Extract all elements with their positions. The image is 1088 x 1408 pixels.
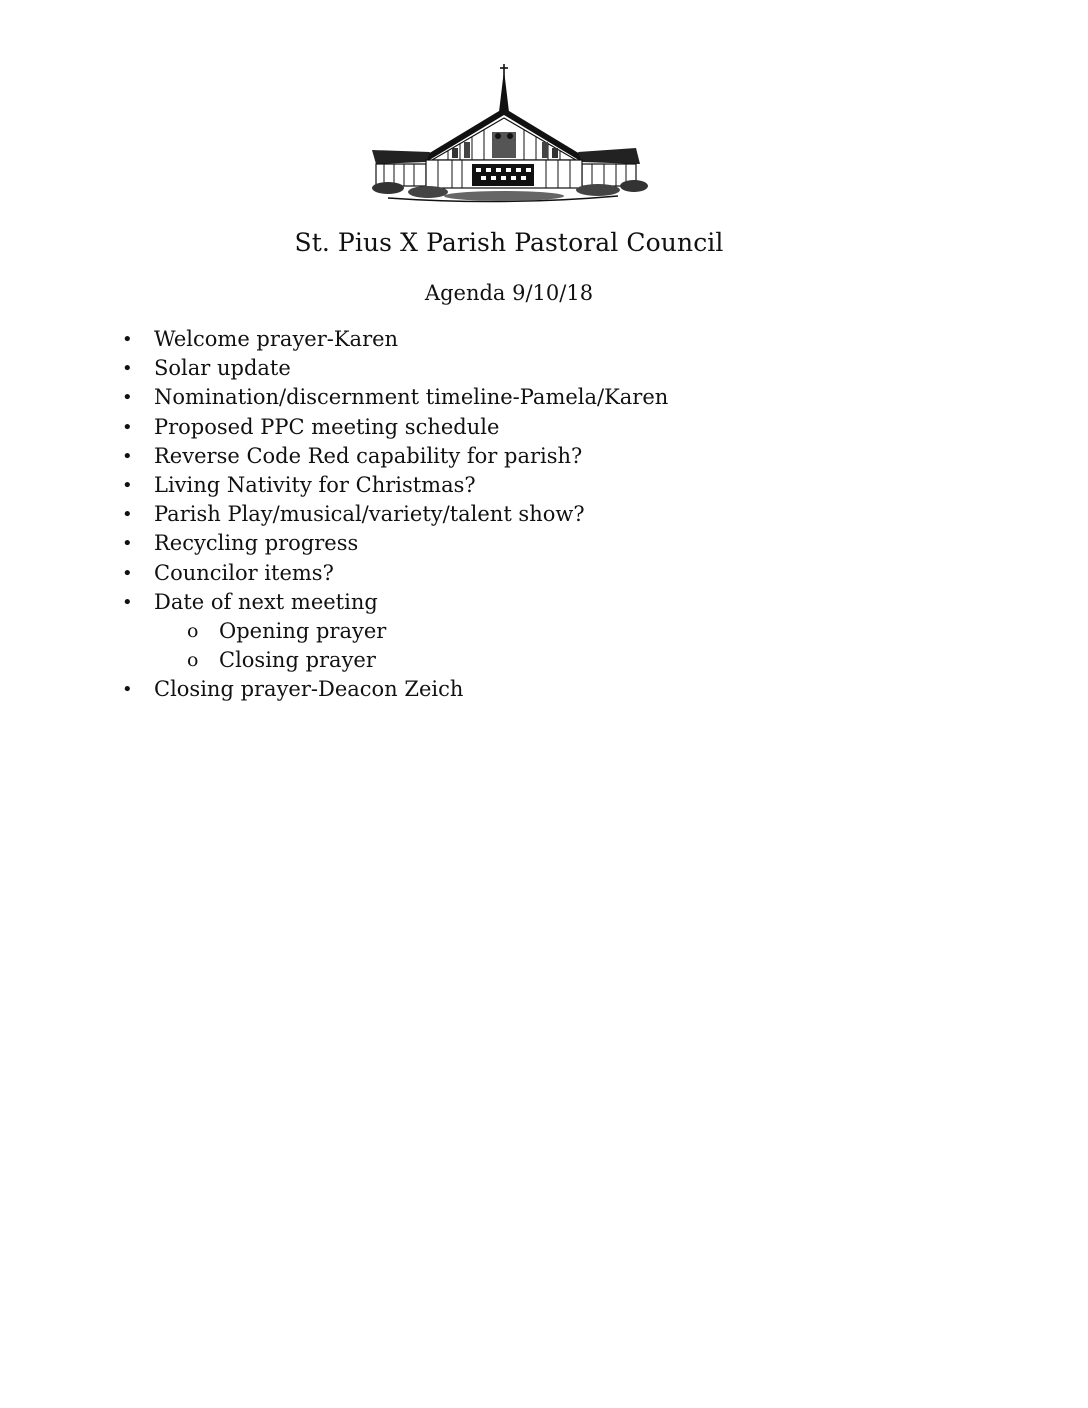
agenda-item bbox=[0, 354, 1088, 383]
sub-bullet-icon: o bbox=[187, 649, 199, 672]
bullet-icon: • bbox=[122, 358, 133, 380]
agenda-sub-item-text: Opening prayer bbox=[219, 618, 387, 643]
agenda-item bbox=[0, 559, 1088, 588]
bullet-icon: • bbox=[122, 533, 133, 555]
agenda-item bbox=[0, 500, 1088, 529]
agenda-item bbox=[0, 413, 1088, 442]
bullet-icon: • bbox=[122, 474, 133, 496]
agenda-item-text: Date of next meeting bbox=[154, 589, 378, 614]
agenda-sub-item bbox=[0, 646, 1088, 675]
bullet-icon: • bbox=[122, 679, 133, 701]
agenda-item-text: Solar update bbox=[154, 356, 291, 381]
agenda-item-text: Closing prayer-Deacon Zeich bbox=[154, 677, 464, 702]
bullet-icon: • bbox=[122, 591, 133, 613]
agenda-item-text: Welcome prayer-Karen bbox=[154, 327, 399, 351]
bullet-icon: • bbox=[122, 445, 133, 467]
agenda-item-text: Recycling progress bbox=[154, 531, 359, 556]
agenda-item bbox=[0, 442, 1088, 471]
agenda-sub-item bbox=[0, 617, 1088, 646]
agenda-item bbox=[0, 325, 1088, 354]
page-title: St. Pius X Parish Pastoral Council bbox=[294, 228, 724, 257]
agenda-item bbox=[0, 471, 1088, 500]
agenda-item bbox=[0, 675, 1088, 704]
sub-bullet-icon: o bbox=[187, 619, 199, 642]
agenda-item-text: Nomination/discernment timeline-Pamela/Karen bbox=[154, 385, 669, 410]
agenda-item-text: Proposed PPC meeting schedule bbox=[154, 414, 500, 439]
agenda-sub-item-text: Closing prayer bbox=[219, 648, 376, 673]
agenda-item-text: Parish Play/musical/variety/talent show? bbox=[154, 502, 585, 527]
agenda-item-text: Living Nativity for Christmas? bbox=[154, 472, 476, 497]
church-illustration-icon bbox=[368, 60, 660, 208]
bullet-icon: • bbox=[122, 387, 133, 409]
agenda-item-text: Councilor items? bbox=[154, 560, 334, 585]
bullet-icon: • bbox=[122, 504, 133, 526]
agenda-item bbox=[0, 529, 1088, 558]
bullet-icon: • bbox=[122, 416, 133, 438]
agenda-item bbox=[0, 383, 1088, 412]
bullet-icon: • bbox=[122, 329, 133, 350]
bullet-icon: • bbox=[122, 562, 133, 584]
agenda-item bbox=[0, 588, 1088, 617]
agenda-date: Agenda 9/10/18 bbox=[424, 281, 594, 305]
agenda-list bbox=[0, 325, 1088, 704]
agenda-item-text: Reverse Code Red capability for parish? bbox=[154, 443, 583, 468]
